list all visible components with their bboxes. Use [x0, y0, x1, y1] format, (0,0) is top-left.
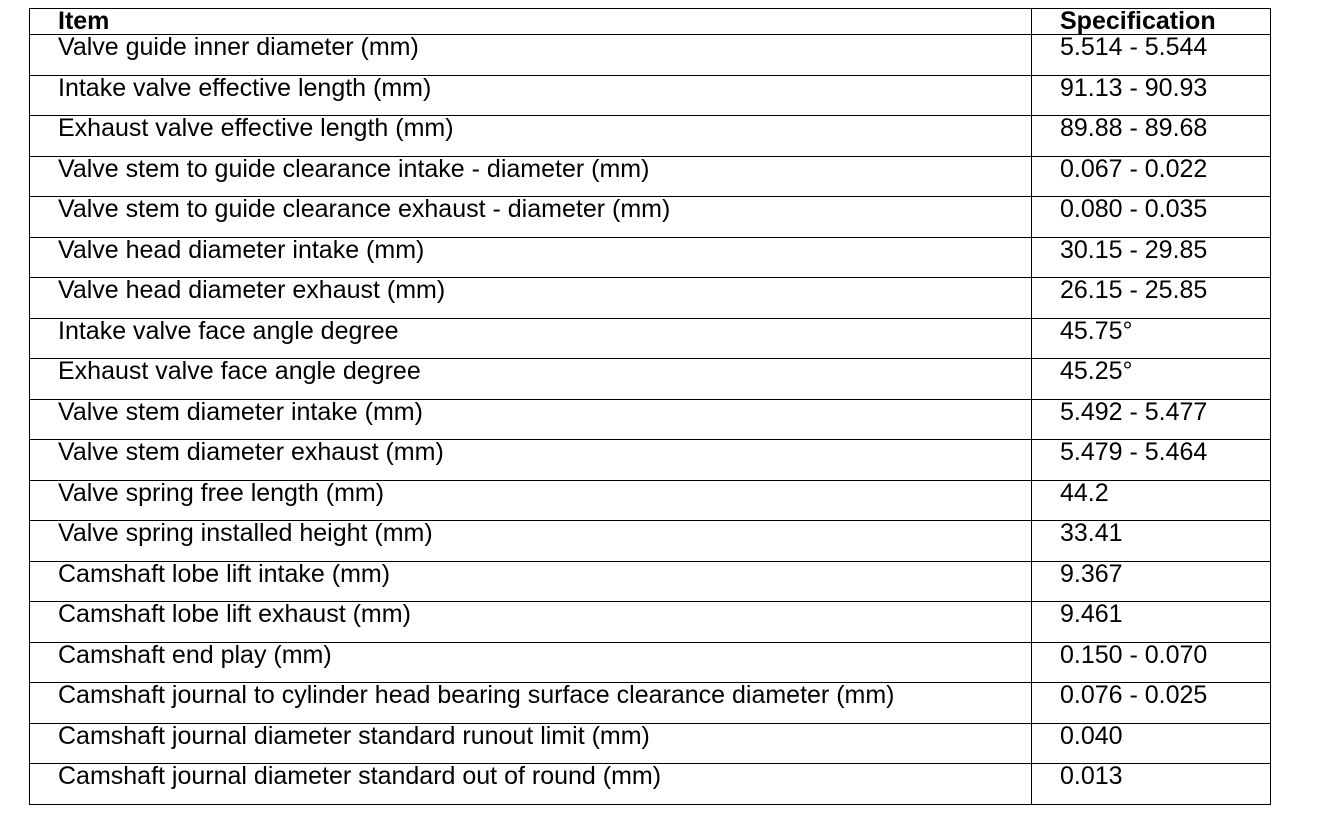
spec-cell: 9.367 — [1032, 561, 1271, 602]
spec-cell: 0.013 — [1032, 764, 1271, 805]
item-cell: Exhaust valve effective length (mm) — [30, 116, 1032, 157]
table-body — [30, 35, 1271, 805]
spec-cell: 5.479 - 5.464 — [1032, 440, 1271, 481]
item-cell: Intake valve effective length (mm) — [30, 75, 1032, 116]
spec-cell: 91.13 - 90.93 — [1032, 75, 1271, 116]
spec-cell: 33.41 — [1032, 521, 1271, 562]
item-cell: Valve stem diameter intake (mm) — [30, 399, 1032, 440]
item-cell: Camshaft end play (mm) — [30, 642, 1032, 683]
item-cell: Valve head diameter intake (mm) — [30, 237, 1032, 278]
spec-cell: 0.150 - 0.070 — [1032, 642, 1271, 683]
spec-cell: 0.040 — [1032, 723, 1271, 764]
item-cell: Camshaft journal diameter standard runout limit (mm) — [30, 723, 1032, 764]
header-row — [30, 9, 1271, 35]
table-row — [30, 399, 1271, 440]
spec-cell: 0.080 - 0.035 — [1032, 197, 1271, 238]
table-row — [30, 75, 1271, 116]
item-cell: Camshaft lobe lift intake (mm) — [30, 561, 1032, 602]
table-row — [30, 440, 1271, 481]
table-row — [30, 723, 1271, 764]
spec-cell: 30.15 - 29.85 — [1032, 237, 1271, 278]
spec-cell: 89.88 - 89.68 — [1032, 116, 1271, 157]
item-cell: Valve spring installed height (mm) — [30, 521, 1032, 562]
table-row — [30, 359, 1271, 400]
table-row — [30, 642, 1271, 683]
table-row — [30, 561, 1271, 602]
table-row — [30, 116, 1271, 157]
item-cell: Camshaft lobe lift exhaust (mm) — [30, 602, 1032, 643]
table-row — [30, 156, 1271, 197]
table-row — [30, 35, 1271, 76]
spec-cell: 5.492 - 5.477 — [1032, 399, 1271, 440]
spec-cell: 0.076 - 0.025 — [1032, 683, 1271, 724]
spec-cell: 5.514 - 5.544 — [1032, 35, 1271, 76]
table-row — [30, 318, 1271, 359]
header-item: Item — [30, 9, 1032, 35]
table-row — [30, 237, 1271, 278]
header-specification: Specification — [1032, 9, 1271, 35]
item-cell: Valve stem to guide clearance intake - diameter (mm) — [30, 156, 1032, 197]
spec-cell: 0.067 - 0.022 — [1032, 156, 1271, 197]
spec-cell: 26.15 - 25.85 — [1032, 278, 1271, 319]
item-cell: Camshaft journal diameter standard out of round (mm) — [30, 764, 1032, 805]
specification-table — [29, 8, 1271, 805]
spec-cell: 45.25° — [1032, 359, 1271, 400]
item-cell: Intake valve face angle degree — [30, 318, 1032, 359]
table-row — [30, 764, 1271, 805]
spec-cell: 45.75° — [1032, 318, 1271, 359]
item-cell: Valve guide inner diameter (mm) — [30, 35, 1032, 76]
item-cell: Camshaft journal to cylinder head bearing surface clearance diameter (mm) — [30, 683, 1032, 724]
table-row — [30, 197, 1271, 238]
spec-cell: 44.2 — [1032, 480, 1271, 521]
spec-cell: 9.461 — [1032, 602, 1271, 643]
item-cell: Valve spring free length (mm) — [30, 480, 1032, 521]
table-row — [30, 521, 1271, 562]
table-row — [30, 480, 1271, 521]
table-row — [30, 602, 1271, 643]
table-row — [30, 683, 1271, 724]
item-cell: Exhaust valve face angle degree — [30, 359, 1032, 400]
table-row — [30, 278, 1271, 319]
item-cell: Valve stem to guide clearance exhaust - diameter (mm) — [30, 197, 1032, 238]
item-cell: Valve stem diameter exhaust (mm) — [30, 440, 1032, 481]
item-cell: Valve head diameter exhaust (mm) — [30, 278, 1032, 319]
